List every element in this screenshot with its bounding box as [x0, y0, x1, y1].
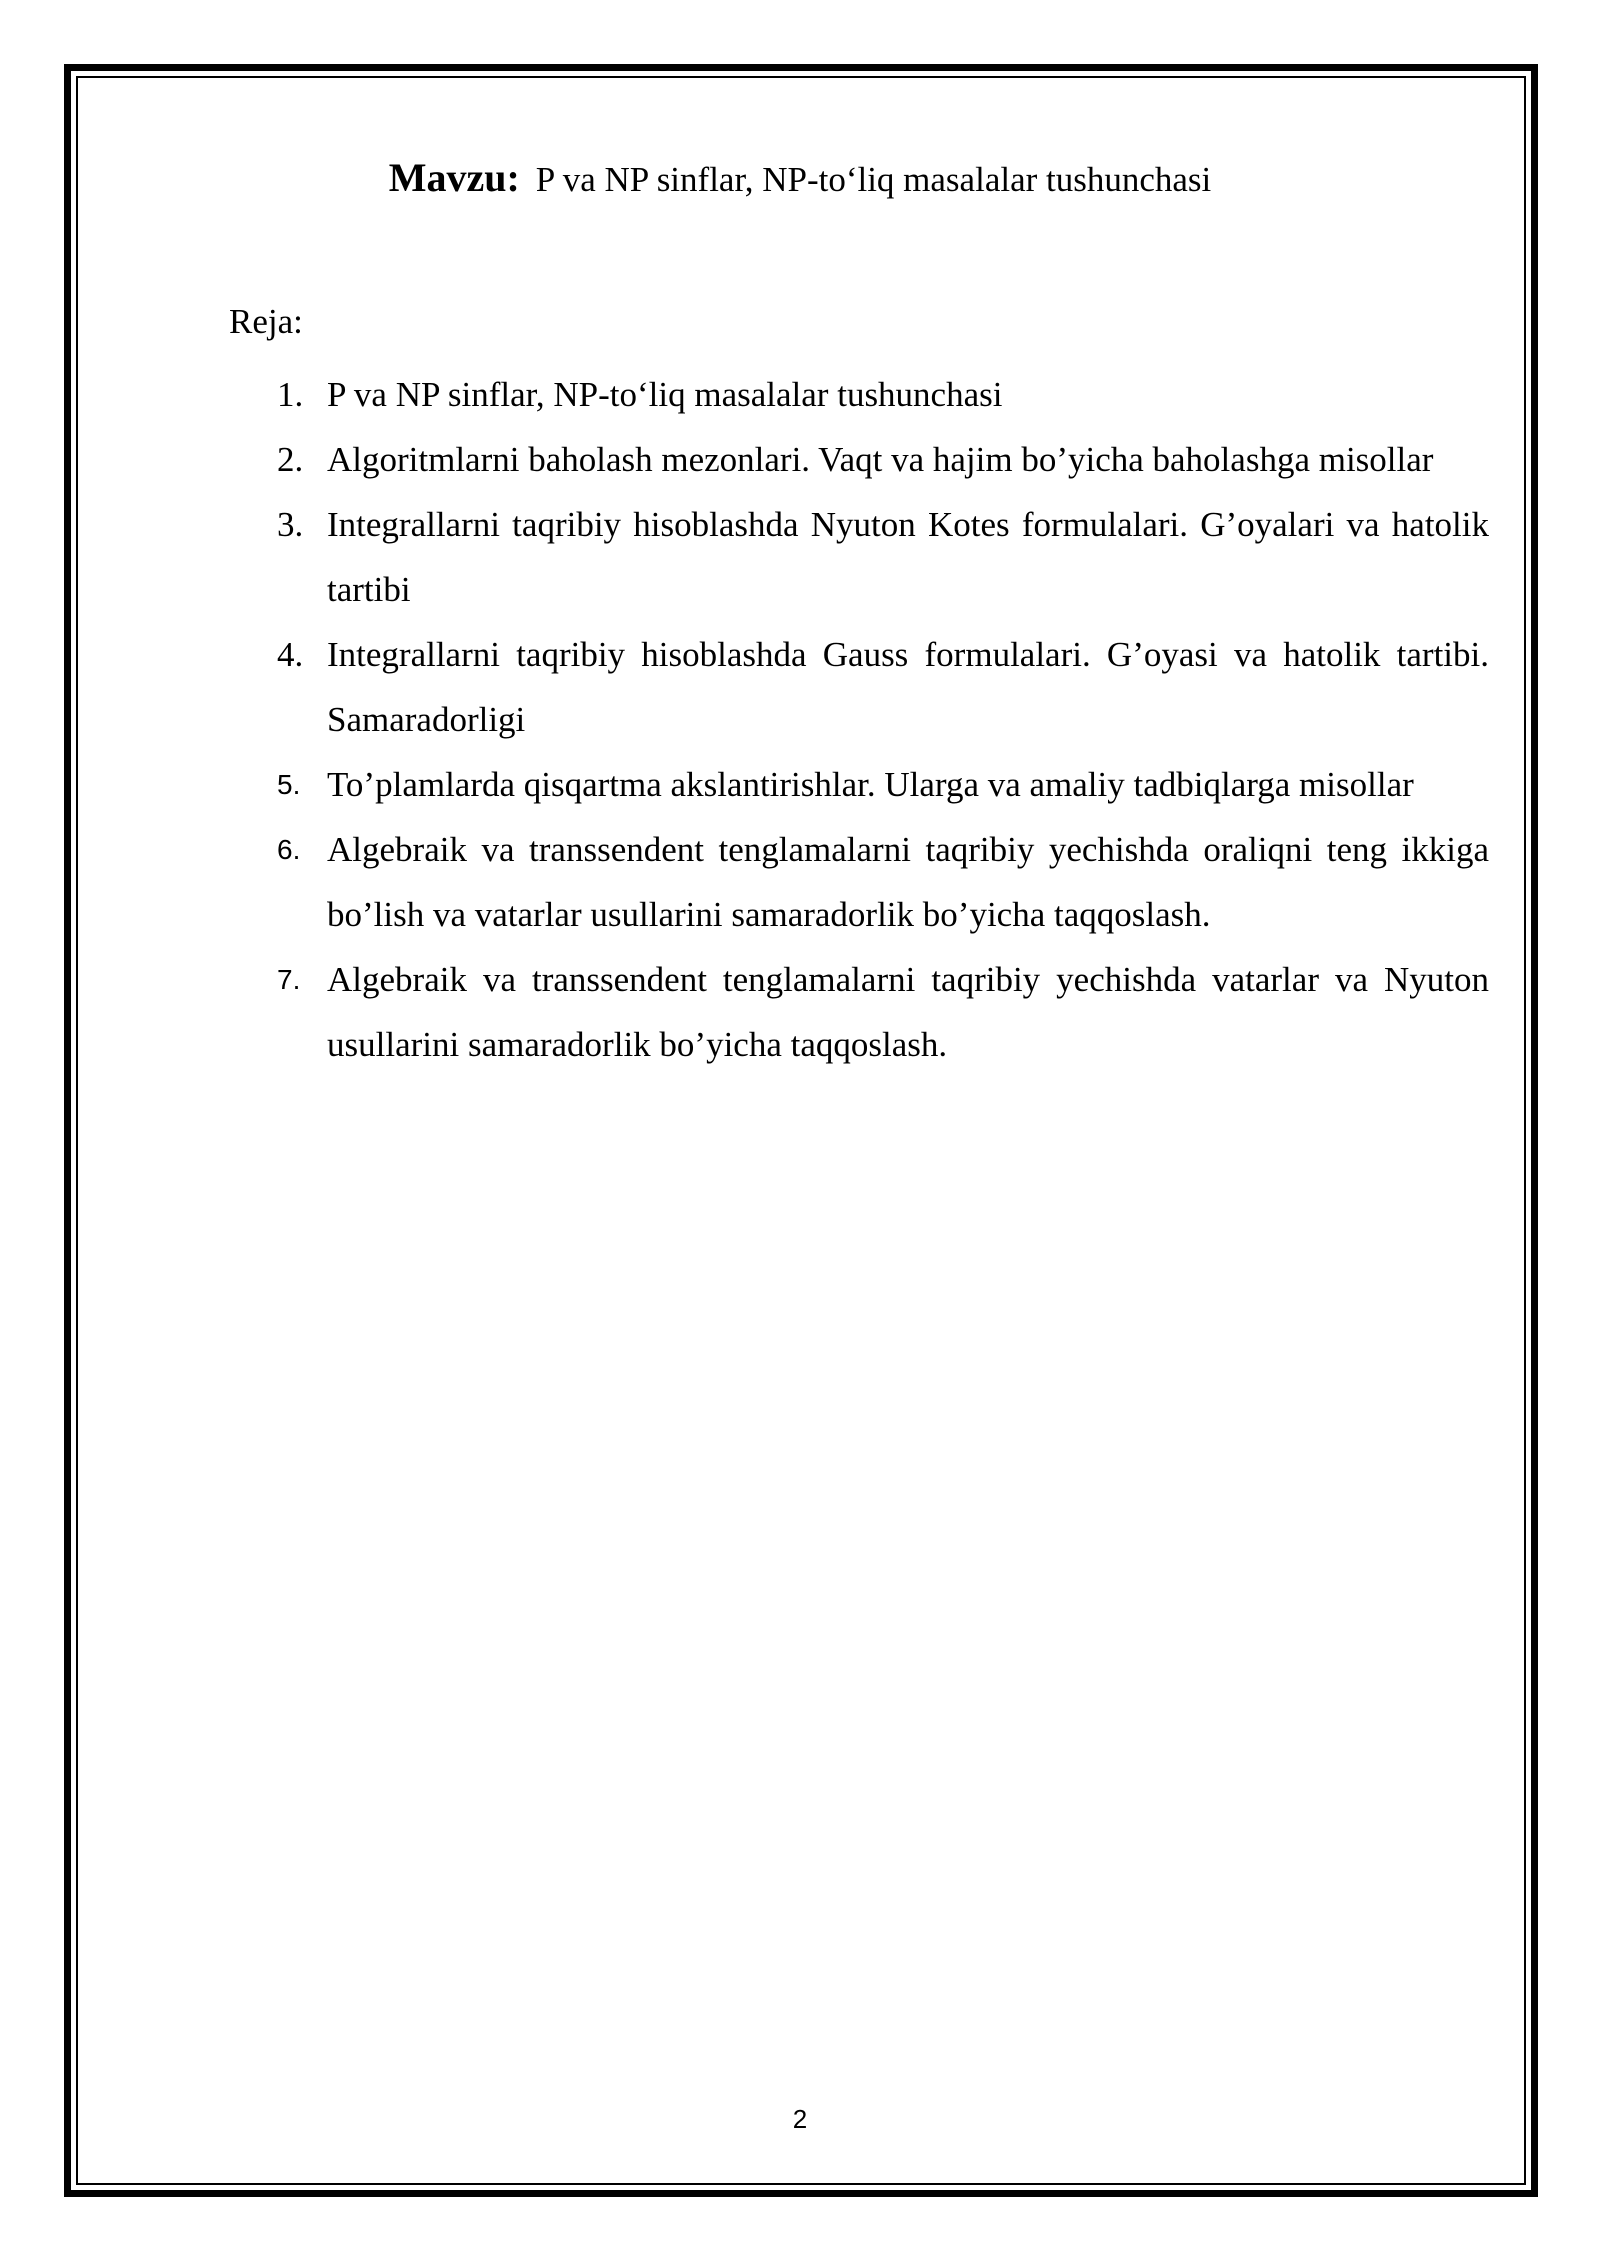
plan-item-number: 6.	[277, 834, 301, 865]
plan-item	[273, 492, 1489, 622]
plan-item	[273, 622, 1489, 752]
plan-item	[273, 752, 1489, 817]
plan-item	[273, 362, 1489, 427]
plan-item-number: 7.	[277, 964, 301, 995]
plan-item-number: 3.	[277, 505, 304, 544]
plan-item	[273, 947, 1489, 1077]
page-number: 2	[792, 2104, 808, 2134]
plan-item	[273, 817, 1489, 947]
plan-item	[273, 427, 1489, 492]
plan-item-text: Algebraik va transsendent tenglamalarni taqribiy yechishda vatarlar va Nyuton usullarini samaradorlik bo’yicha taqqoslash.	[327, 960, 1489, 1064]
plan-item-text: Integrallarni taqribiy hisoblashda Gauss formulalari. G’oyasi va hatolik tartibi. Samaradorligi	[327, 635, 1489, 739]
plan-item-number: 4.	[277, 635, 304, 674]
title-label: Mavzu:	[388, 155, 520, 200]
page-title	[0, 152, 1600, 206]
title-text: P va NP sinflar, NP-to‘liq masalalar tushunchasi	[535, 160, 1212, 199]
plan-item-text: P va NP sinflar, NP-to‘liq masalalar tushunchasi	[327, 375, 1003, 414]
plan-item-text: To’plamlarda qisqartma akslantirishlar. Ularga va amaliy tadbiqlarga misollar	[327, 765, 1414, 804]
plan-item-text: Algebraik va transsendent tenglamalarni taqribiy yechishda oraliqni teng ikkiga bo’lish va vatarlar usullarini samaradorlik bo’yicha taqqoslash.	[327, 830, 1489, 934]
plan-item-number: 1.	[277, 375, 304, 414]
plan-item-text: Integrallarni taqribiy hisoblashda Nyuton Kotes formulalari. G’oyalari va hatolik tartibi	[327, 505, 1489, 609]
plan-list	[273, 362, 1489, 1077]
plan-heading: Reja:	[229, 302, 303, 341]
plan-item-number: 5.	[277, 769, 301, 800]
plan-item-number: 2.	[277, 440, 304, 479]
plan-item-text: Algoritmlarni baholash mezonlari. Vaqt va hajim bo’yicha baholashga misollar	[327, 440, 1434, 479]
